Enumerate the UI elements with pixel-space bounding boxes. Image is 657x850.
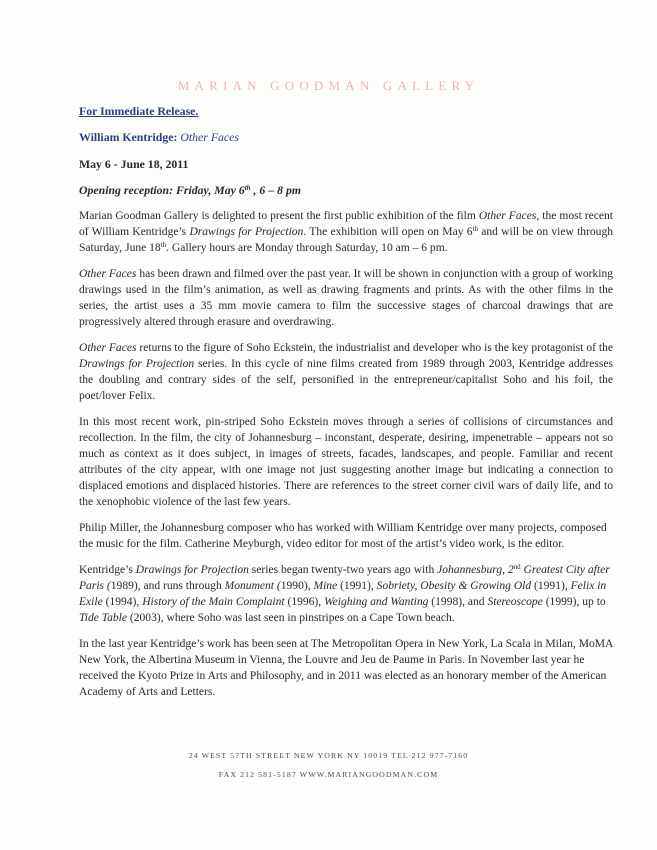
exhibition-dates: May 6 - June 18, 2011 bbox=[79, 157, 189, 171]
paragraph-series-history: Kentridge’s Drawings for Projection series began twenty-two years ago with Johannesburg, 2nd Greatest City after Paris (1989), and runs through Monument (1990), Mine (1991), Sobriety, Obesity & Growing Old (1991), Felix in Exile (1994), History of the Main Complaint (1996), Weighing and Wanting (1998), and Stereoscope (1999), up to Tide Table (2003), where Soho was last seen in pinstripes on a Cape Town beach. bbox=[79, 563, 610, 624]
paragraph-collaborators: Philip Miller, the Johannesburg composer who has worked with William Kentridge over many projects, composed the music for the film. Catherine Meyburgh, video editor for most of the artist’s video work, is the editor. bbox=[79, 522, 607, 550]
paragraph-recent-exhibitions: In the last year Kentridge’s work has been seen at The Metropolitan Opera in New York, La Scala in Milan, MoMA New York, the Albertina Museum in Vienna, the Louvre and Jeu de Paume in Paris. In November last year he received the Kyoto Prize in Arts and Philosophy, and in 2011 was elected as an honorary member of the American Academy of Arts and Letters. bbox=[79, 638, 613, 698]
release-label: For Immediate Release. bbox=[79, 104, 199, 118]
paragraph-recent-work: In this most recent work, pin-striped Soho Eckstein moves through a series of collisions of circumstances and recollection. In the film, the city of Johannesburg – inconstant, desperate, desiring, impenetrable – appears not so much as context as it does subject, in images of streets, facades, landscapes, and people. Familiar and recent attributes of the city appear, with one image not just suggesting another image but indicating a connection to displaced emotions and displaced histories. There are references to the street corner civil wars of daily life, and to the xenophobic violence of the last few years. bbox=[79, 416, 613, 508]
gallery-letterhead: MARIAN GOODMAN GALLERY bbox=[177, 78, 480, 93]
film-title: Other Faces bbox=[180, 130, 239, 144]
artist-name: William Kentridge: bbox=[79, 130, 181, 144]
paragraph-intro: Marian Goodman Gallery is delighted to present the first public exhibition of the film Other Faces, the most recent of William Kentridge’s Drawings for Projection. The exhibition will open on May 6th and will be on view through Saturday, June 18th. Gallery hours are Monday through Saturday, 10 am – 6 pm. bbox=[79, 210, 614, 254]
opening-reception: Opening reception: Friday, May 6th , 6 – 8 pm bbox=[79, 183, 302, 197]
footer-contact: FAX 212 581-5187 WWW.MARIANGOODMAN.COM bbox=[218, 770, 439, 779]
footer-address: 24 WEST 57TH STREET NEW YORK NY 10019 TEL 212 977-7160 bbox=[188, 751, 469, 760]
exhibition-title bbox=[79, 129, 613, 145]
paragraph-soho-eckstein: Other Faces returns to the figure of Soho Eckstein, the industrialist and developer who is the key protagonist of the Drawings for Projection series. In this cycle of nine films created from 1989 through 2003, Kentridge addresses the doubling and contrary sides of the self, personified in the entrepreneur/capitalist Soho and his foil, the poet/lover Felix. bbox=[79, 342, 614, 402]
press-release-body bbox=[79, 103, 613, 710]
paragraph-film-description: Other Faces has been drawn and filmed over the past year. It will be shown in conjunction with a group of working drawings used in the film’s animation, as well as drawing fragments and prints. As with the other films in the series, the artist uses a 35 mm movie camera to film the successive stages of charcoal drawings that are progressively altered through erasure and overdrawing. bbox=[79, 268, 613, 328]
